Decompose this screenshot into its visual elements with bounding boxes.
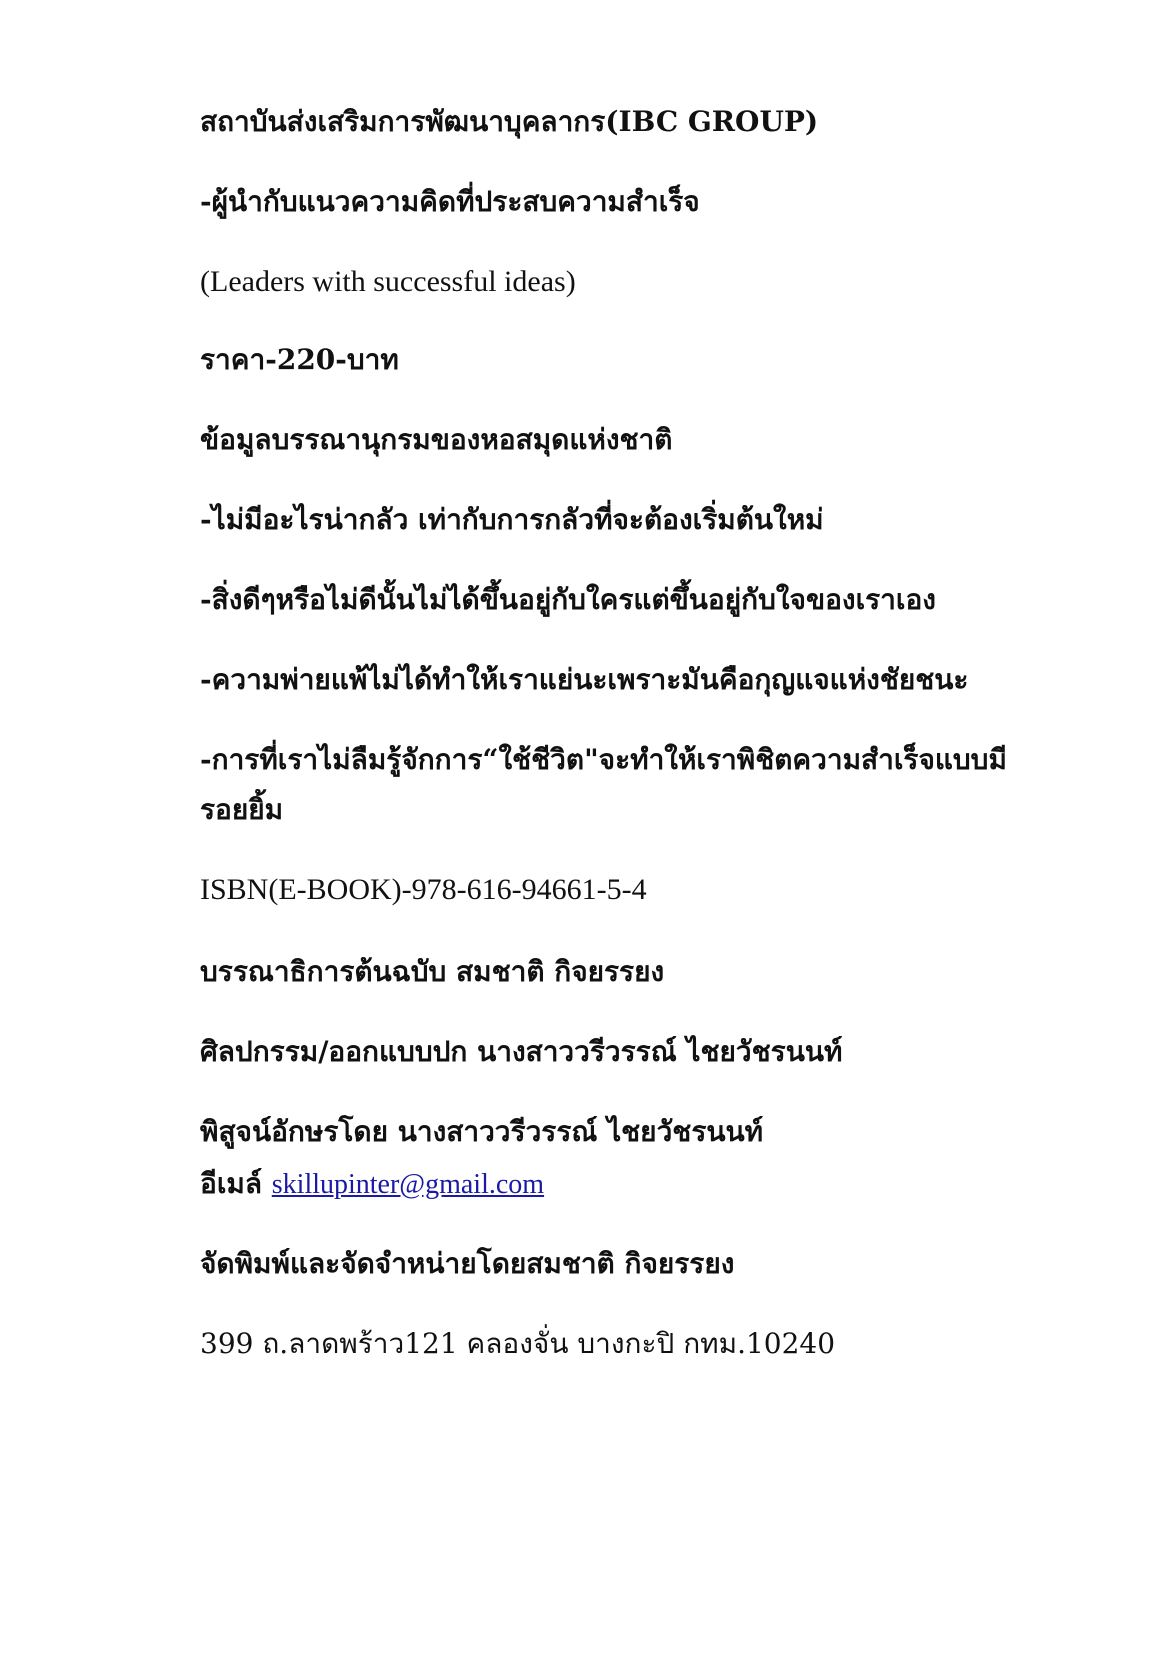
quote-line-1: -ไม่มีอะไรน่ากลัว เท่ากับการกลัวที่จะต้องเริ่มต้นใหม่	[200, 503, 824, 536]
book-title-english: (Leaders with successful ideas)	[200, 265, 576, 298]
catalog-heading: ข้อมูลบรรณานุกรมของหอสมุดแห่งชาติ	[200, 423, 673, 456]
book-title-thai: -ผู้นำกับแนวความคิดที่ประสบความสำเร็จ	[200, 185, 700, 218]
proofreader-line: พิสูจน์อักษรโดย นางสาววรีวรรณ์ ไชยวัชรนนท์	[200, 1115, 764, 1148]
art-design-line: ศิลปกรรม/ออกแบบปก นางสาววรีวรรณ์ ไชยวัชรนนท์	[200, 1035, 843, 1068]
quote-line-4-second: รอยยิ้ม	[200, 793, 284, 826]
email-line	[200, 1164, 544, 1205]
institute-name: สถาบันส่งเสริมการพัฒนาบุคลากร(IBC GROUP)	[200, 105, 819, 138]
quote-line-3: -ความพ่ายแพ้ไม่ได้ทำให้เราแย่นะเพราะมันคือกุญแจแห่งชัยชนะ	[200, 663, 969, 696]
publisher-line: จัดพิมพ์และจัดจำหน่ายโดยสมชาติ กิจยรรยง	[200, 1247, 735, 1280]
price-line: ราคา-220-บาท	[200, 343, 399, 376]
editor-line: บรรณาธิการต้นฉบับ สมชาติ กิจยรรยง	[200, 955, 665, 988]
address-line: 399 ถ.ลาดพร้าว121 คลองจั่น บางกะปิ กทม.10240	[200, 1327, 836, 1360]
email-label: อีเมล์	[200, 1167, 263, 1200]
isbn-line: ISBN(E-BOOK)-978-616-94661-5-4	[200, 873, 647, 906]
email-link[interactable]: skillupinter@gmail.com	[271, 1169, 545, 1200]
quote-line-2: -สิ่งดีๆหรือไม่ดีนั้นไม่ได้ขึ้นอยู่กับใครแต่ขึ้นอยู่กับใจของเราเอง	[200, 583, 936, 616]
quote-line-4-first: -การที่เราไม่ลืมรู้จักการ“ใช้ชีวิต"จะทำให้เราพิชิตความสำเร็จแบบมี	[200, 743, 1007, 776]
